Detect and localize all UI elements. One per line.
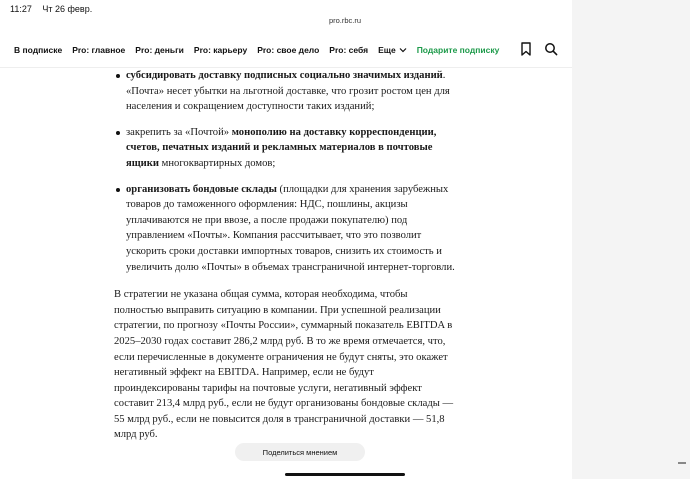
- bullet-bold-text: монополию на доставку корреспонденции, счетов, печатных изданий и рекламных материалов в почтовые ящики: [126, 126, 437, 169]
- list-item: [126, 125, 458, 172]
- nav-item-business[interactable]: Pro: свое дело: [257, 45, 320, 55]
- nav-item-subscription[interactable]: В подписке: [14, 45, 63, 55]
- list-item: [126, 182, 458, 276]
- search-icon[interactable]: [544, 42, 558, 56]
- share-opinion-button[interactable]: Поделиться мнением: [235, 443, 365, 461]
- bullet-text: (площадки для хранения зарубежных товаров до таможенного оформления: НДС, пошлины, акцизы уплачиваются не при ввозе, а после продажи покупателю) под управлением «Почты». Компания рассчитывает, что это позволит ускорить сроки доставки импортных товаров, снизить их стоимость и увеличить долю «Почты» в объемах трансграничной интернет-торговли.: [126, 183, 455, 273]
- bullet-bold-text: организовать бондовые склады: [126, 183, 277, 195]
- home-indicator: [285, 473, 405, 476]
- list-item: [126, 68, 458, 115]
- status-time: 11:27: [10, 4, 32, 14]
- url-bar[interactable]: pro.rbc.ru: [328, 16, 362, 25]
- bullet-text: . «Почта» несет убытки на льготной доставке, что грозит ростом цен для населения и сокращением доступности таких изданий;: [126, 70, 450, 113]
- top-navbar: [0, 33, 572, 68]
- nav-more-label: Еще: [378, 45, 396, 55]
- chevron-down-icon: [399, 47, 407, 53]
- bullet-pre-text: закрепить за «Почтой»: [126, 126, 232, 138]
- bullet-list: [114, 68, 458, 275]
- status-left: [10, 4, 100, 14]
- bookmark-icon[interactable]: [520, 42, 532, 56]
- bullet-text: многоквартирных домов;: [159, 157, 276, 169]
- nav-more-button[interactable]: [378, 45, 407, 55]
- nav-item-self[interactable]: Pro: себя: [329, 45, 369, 55]
- nav-item-main[interactable]: Pro: главное: [72, 45, 126, 55]
- nav-items: [0, 45, 499, 55]
- nav-item-money[interactable]: Pro: деньги: [135, 45, 184, 55]
- status-date: Чт 26 февр.: [42, 4, 93, 14]
- side-panel: [572, 0, 690, 479]
- bullet-bold-text: субсидировать доставку подписных социально значимых изданий: [126, 70, 443, 81]
- scroll-indicator: [678, 462, 686, 464]
- article-paragraph: В стратегии не указана общая сумма, которая необходима, чтобы полностью выправить ситуацию в компании. При успешной реализации стратегии, по прогнозу «Почты России», суммарный показатель EBITDA в 2025–2030 годах составит 286,2 млрд руб. В то же время отмечается, что, если перечисленные в документе ограничения не будут сняты, это окажет негативный эффект на EBITDA. Например, если не будут проиндексированы тарифы на почтовые услуги, негативный эффект составит 213,4 млрд руб., если не будут организованы бондовые склады — 55 млрд руб., если не повысится доля в трансграничной доставки — 51,8 млрд руб.: [114, 289, 454, 441]
- gift-subscription-link[interactable]: Подарите подписку: [416, 45, 500, 55]
- article-body: [114, 68, 458, 443]
- nav-icons: [520, 42, 558, 56]
- nav-item-career[interactable]: Pro: карьеру: [193, 45, 248, 55]
